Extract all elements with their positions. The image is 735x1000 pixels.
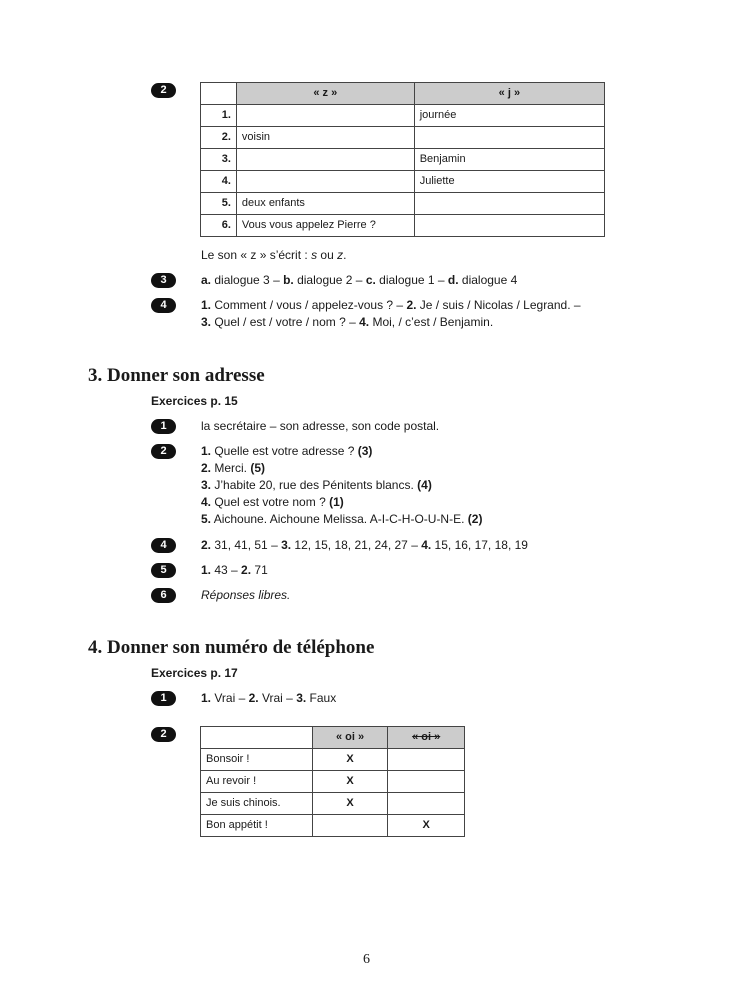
answer-text: Vrai – xyxy=(258,691,297,705)
cell-z: deux enfants xyxy=(236,193,414,215)
cell-not-oi xyxy=(388,749,465,771)
exercise-badge-4: 4 xyxy=(151,538,176,553)
exercise-badge-2: 2 xyxy=(151,444,176,459)
answer-label: 3. xyxy=(201,315,212,329)
answer-label: c. xyxy=(365,273,376,287)
answer-text: Vrai – xyxy=(211,691,249,705)
line-text: Quel est votre nom ? xyxy=(211,495,330,509)
cell-phrase: Bon appétit ! xyxy=(201,815,313,837)
answer-text: 12, 15, 18, 21, 24, 27 – xyxy=(291,538,422,552)
exercise-badge-6: 6 xyxy=(151,588,176,603)
note-text: Le son « z » s’écrit : xyxy=(201,248,312,262)
row-number: 3. xyxy=(201,149,237,171)
cell-z xyxy=(236,149,414,171)
oi-table xyxy=(200,726,465,837)
section3-ex1-answer: la secrétaire – son adresse, son code postal. xyxy=(201,419,440,433)
table-header-row xyxy=(201,83,605,105)
answer-label: a. xyxy=(201,273,212,287)
cell-j: journée xyxy=(414,105,604,127)
exercise-badge-1: 1 xyxy=(151,691,176,706)
answer-text: 31, 41, 51 – xyxy=(211,538,282,552)
answer-text: Comment / vous / appelez-vous ? – xyxy=(211,298,407,312)
cell-not-oi xyxy=(388,771,465,793)
answer-label: 2. xyxy=(241,563,252,577)
order-number: (2) xyxy=(467,512,483,526)
answer-label: 4. xyxy=(421,538,432,552)
section3-ex6-answer: Réponses libres. xyxy=(201,588,291,602)
answer-label: 4. xyxy=(359,315,370,329)
row-number: 1. xyxy=(201,105,237,127)
table-row xyxy=(201,793,465,815)
row-number: 2. xyxy=(201,127,237,149)
answer-text: 15, 16, 17, 18, 19 xyxy=(431,538,528,552)
table-header-row xyxy=(201,727,465,749)
section4-ex1-answer xyxy=(201,690,336,707)
answer-label: 2. xyxy=(201,538,212,552)
answer-label: 1. xyxy=(201,563,212,577)
cell-j: Benjamin xyxy=(414,149,604,171)
answer-label: 2. xyxy=(248,691,259,705)
line-number: 1. xyxy=(201,444,212,458)
dialogue-line xyxy=(201,477,432,494)
header-z: « z » xyxy=(236,83,414,105)
line-number: 2. xyxy=(201,461,212,475)
exercise3-answer xyxy=(201,272,517,289)
cell-j xyxy=(414,127,604,149)
line-number: 3. xyxy=(201,478,212,492)
answer-text: dialogue 4 xyxy=(458,273,518,287)
dialogue-line xyxy=(201,511,482,528)
page-number: 6 xyxy=(363,952,370,967)
note-text: . xyxy=(343,248,347,262)
answer-text: Je / suis / Nicolas / Legrand. – xyxy=(416,298,581,312)
line-text: Quelle est votre adresse ? xyxy=(211,444,358,458)
exercise-badge-1: 1 xyxy=(151,419,176,434)
order-number: (4) xyxy=(417,478,432,492)
header-not-oi: « oi » xyxy=(388,727,465,749)
table-row xyxy=(201,149,605,171)
cell-z: Vous vous appelez Pierre ? xyxy=(236,215,414,237)
cell-oi: X xyxy=(312,771,388,793)
cell-z xyxy=(236,171,414,193)
answer-text: Faux xyxy=(306,691,337,705)
table-row xyxy=(201,771,465,793)
cell-j xyxy=(414,215,604,237)
answer-text: dialogue 2 – xyxy=(293,273,366,287)
order-number: (5) xyxy=(250,461,266,475)
header-oi: « oi » xyxy=(312,727,388,749)
cell-oi: X xyxy=(312,749,388,771)
row-number: 4. xyxy=(201,171,237,193)
order-number: (1) xyxy=(329,495,344,509)
header-blank xyxy=(201,727,313,749)
exercise-badge-5: 5 xyxy=(151,563,176,578)
table-row xyxy=(201,105,605,127)
cell-j xyxy=(414,193,604,215)
section3-ex4-answer xyxy=(201,537,528,554)
order-number: (3) xyxy=(357,444,373,458)
z-sound-note xyxy=(201,247,346,264)
exercise-badge-4: 4 xyxy=(151,298,176,313)
dialogue-line xyxy=(201,460,265,477)
answer-text: 71 xyxy=(251,563,268,577)
line-text: J’habite 20, rue des Pénitents blancs. xyxy=(211,478,418,492)
cell-phrase: Je suis chinois. xyxy=(201,793,313,815)
dialogue-line xyxy=(201,494,344,511)
row-number: 6. xyxy=(201,215,237,237)
note-text: ou xyxy=(317,248,338,262)
cell-z xyxy=(236,105,414,127)
line-number: 4. xyxy=(201,495,212,509)
exercise4-line-2 xyxy=(201,314,493,331)
table-row xyxy=(201,215,605,237)
note-letter-s: s xyxy=(311,248,318,262)
answer-label: 2. xyxy=(406,298,417,312)
answer-text: dialogue 3 – xyxy=(211,273,284,287)
exercise-badge-2: 2 xyxy=(151,83,176,98)
answer-label: 3. xyxy=(281,538,292,552)
section-3-exercises-label: Exercices p. 15 xyxy=(151,394,238,408)
cell-z: voisin xyxy=(236,127,414,149)
exercise4-line-1 xyxy=(201,297,581,314)
table-row xyxy=(201,193,605,215)
answer-text: Moi, / c’est / Benjamin. xyxy=(369,315,494,329)
section-3-title: 3. Donner son adresse xyxy=(88,365,265,386)
answer-text: dialogue 1 – xyxy=(375,273,448,287)
section3-ex5-answer xyxy=(201,562,268,579)
table-row xyxy=(201,127,605,149)
line-text: Merci. xyxy=(211,461,251,475)
cell-phrase: Au revoir ! xyxy=(201,771,313,793)
header-j: « j » xyxy=(414,83,604,105)
line-number: 5. xyxy=(201,512,212,526)
exercise-badge-2: 2 xyxy=(151,727,176,742)
table-row xyxy=(201,815,465,837)
table-row xyxy=(201,171,605,193)
line-text: Aichoune. Aichoune Melissa. A-I-C-H-O-U-N-E. xyxy=(211,512,468,526)
header-blank xyxy=(201,83,237,105)
cell-j: Juliette xyxy=(414,171,604,193)
answer-label: d. xyxy=(447,273,459,287)
row-number: 5. xyxy=(201,193,237,215)
exercise-badge-3: 3 xyxy=(151,273,176,288)
answer-label: 1. xyxy=(201,691,212,705)
cell-oi: X xyxy=(312,793,388,815)
answer-label: 3. xyxy=(296,691,307,705)
cell-phrase: Bonsoir ! xyxy=(201,749,313,771)
answer-text: Quel / est / votre / nom ? – xyxy=(211,315,360,329)
answer-label: b. xyxy=(283,273,294,287)
section-4-title: 4. Donner son numéro de téléphone xyxy=(88,637,375,658)
answer-text: 43 – xyxy=(211,563,242,577)
table-row xyxy=(201,749,465,771)
answer-label: 1. xyxy=(201,298,212,312)
cell-oi xyxy=(312,815,388,837)
note-letter-z: z xyxy=(337,248,344,262)
z-j-table xyxy=(200,82,605,237)
cell-not-oi: X xyxy=(388,815,465,837)
dialogue-line xyxy=(201,443,372,460)
section-4-exercises-label: Exercices p. 17 xyxy=(151,666,238,680)
cell-not-oi xyxy=(388,793,465,815)
